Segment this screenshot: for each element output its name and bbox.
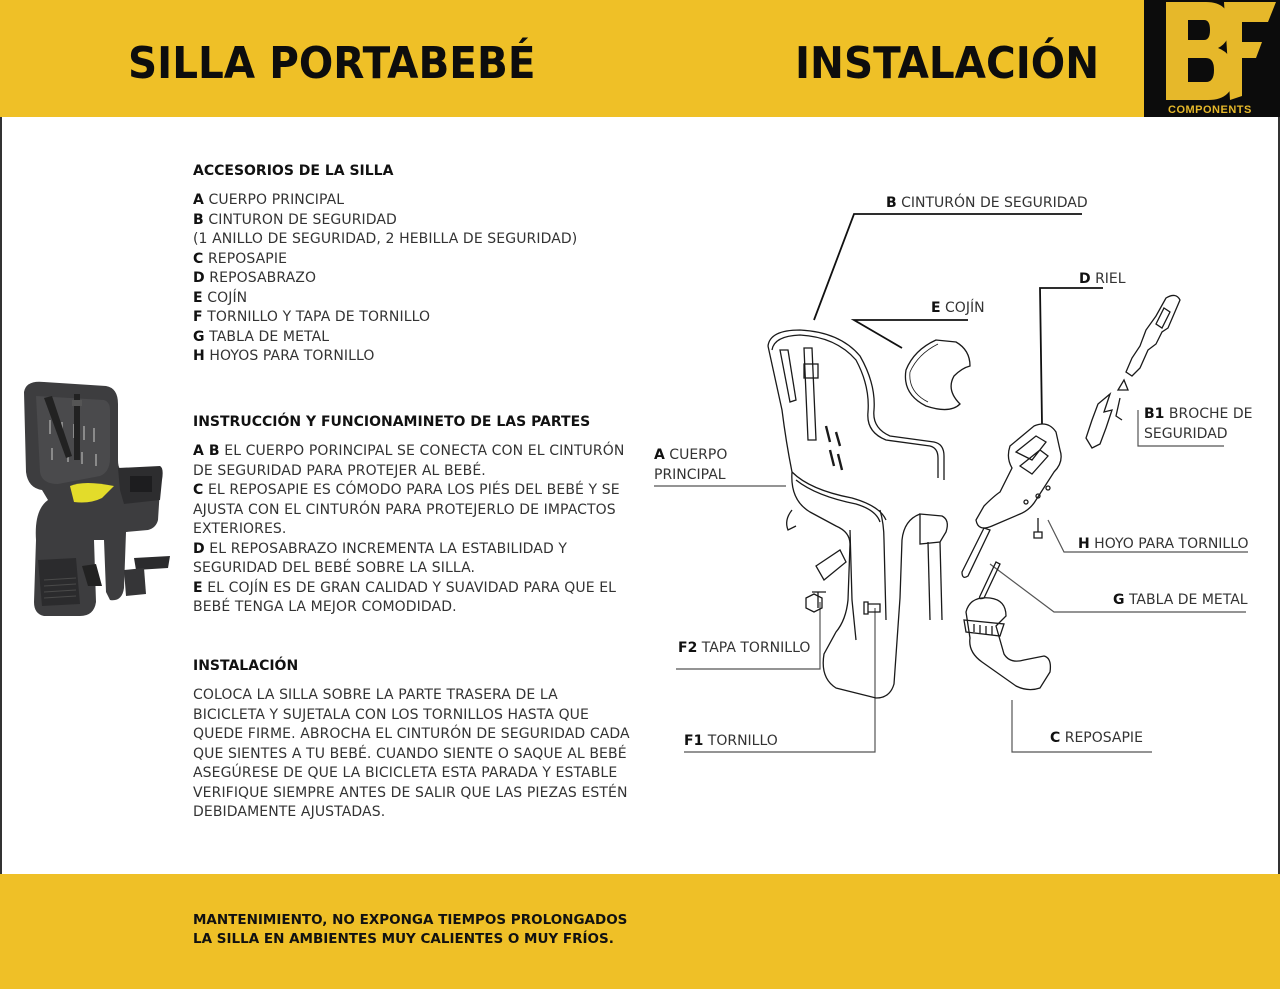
label-e-cojin: E COJÍN (931, 300, 985, 316)
header-banner (0, 0, 1280, 117)
text-line: A B EL CUERPO PORINCIPAL SE CONECTA CON EL CINTURÓN (193, 443, 625, 459)
label-b1-broche: B1 BROCHE DE SEGURIDAD (1144, 406, 1253, 442)
instructions-text (193, 442, 624, 618)
label-a-cuerpo: A CUERPO PRINCIPAL (654, 447, 728, 483)
section-title: INSTALACIÓN (795, 38, 1100, 89)
text-line: SEGURIDAD DEL BEBÉ SOBRE LA SILLA. (193, 560, 476, 576)
label-f1-tornillo: F1 TORNILLO (684, 733, 778, 749)
list-item: D REPOSABRAZO (193, 270, 317, 286)
accessories-section (193, 163, 577, 367)
exploded-diagram (640, 180, 1280, 780)
seat-parts-diagram (640, 180, 1280, 780)
text-line: D EL REPOSABRAZO INCREMENTA LA ESTABILIDAD Y (193, 540, 568, 557)
text-line: BEBÉ TENGA LA MEJOR COMODIDAD. (193, 599, 457, 615)
text-line: VERIFIQUE SIEMPRE ANTES DE SALIR QUE LAS PIEZAS ESTÉN (193, 784, 628, 801)
list-item: F TORNILLO Y TAPA DE TORNILLO (193, 309, 431, 325)
logo-subtitle: COMPONENTS (1168, 104, 1252, 116)
installation-heading: INSTALACIÓN (193, 658, 299, 674)
bf-logo-icon (1144, 0, 1280, 117)
text-line: QUE SIENTES A TU BEBÉ. CUANDO SIENTE O SAQUE AL BEBÉ (193, 745, 627, 762)
label-h-hoyo: H HOYO PARA TORNILLO (1078, 536, 1249, 552)
text-line: C EL REPOSAPIE ES CÓMODO PARA LOS PIÉS DEL BEBÉ Y SE (193, 482, 620, 498)
list-item: B CINTURON DE SEGURIDAD (193, 211, 397, 228)
label-f2-tapa: F2 TAPA TORNILLO (678, 640, 811, 656)
list-item: (1 ANILLO DE SEGURIDAD, 2 HEBILLA DE SEGURIDAD) (193, 231, 578, 247)
accessories-heading: ACCESORIOS DE LA SILLA (193, 163, 394, 179)
brand-logo (1144, 0, 1280, 117)
list-item: E COJÍN (193, 289, 248, 306)
instructions-section (193, 414, 624, 618)
list-item: A CUERPO PRINCIPAL (193, 192, 345, 208)
text-line: BICICLETA Y SUJETALA CON LOS TORNILLOS HASTA QUE (193, 706, 589, 723)
list-item: G TABLA DE METAL (193, 328, 330, 345)
accessories-list (193, 191, 577, 367)
maintenance-note: MANTENIMIENTO, NO EXPONGA TIEMPOS PROLONGADOS LA SILLA EN AMBIENTES MUY CALIENTES O MUY FRÍOS. (193, 912, 628, 947)
footer-banner (0, 874, 1280, 989)
label-b-cinturon: B CINTURÓN DE SEGURIDAD (886, 195, 1088, 211)
text-line: AJUSTA CON EL CINTURÓN PARA PROTEJERLO DE IMPACTOS (193, 501, 616, 518)
text-line: EXTERIORES. (193, 521, 287, 537)
list-item: C REPOSAPIE (193, 250, 288, 267)
text-line: DE SEGURIDAD PARA PROTEJER AL BEBÉ. (193, 462, 486, 479)
list-item: H HOYOS PARA TORNILLO (193, 348, 375, 364)
label-d-riel: D RIEL (1079, 271, 1126, 287)
text-line: DEBIDAMENTE AJUSTADAS. (193, 804, 386, 820)
label-c-reposapie: C REPOSAPIE (1050, 730, 1143, 746)
installation-section (193, 658, 630, 823)
page-title: SILLA PORTABEBÉ (128, 38, 536, 89)
label-g-tabla: G TABLA DE METAL (1113, 592, 1248, 608)
text-line: E EL COJÍN ES DE GRAN CALIDAD Y SUAVIDAD PARA QUE EL (193, 579, 617, 596)
text-line: QUEDE FIRME. ABROCHA EL CINTURÓN DE SEGURIDAD CADA (193, 726, 630, 742)
instructions-heading: INSTRUCCIÓN Y FUNCIONAMINETO DE LAS PARTES (193, 414, 591, 430)
text-line: ASEGÚRESE DE QUE LA BICICLETA ESTA PARADA Y ESTABLE (193, 765, 618, 781)
product-photo (14, 380, 174, 620)
text-line: COLOCA LA SILLA SOBRE LA PARTE TRASERA DE LA (193, 687, 558, 703)
installation-text (193, 686, 630, 823)
